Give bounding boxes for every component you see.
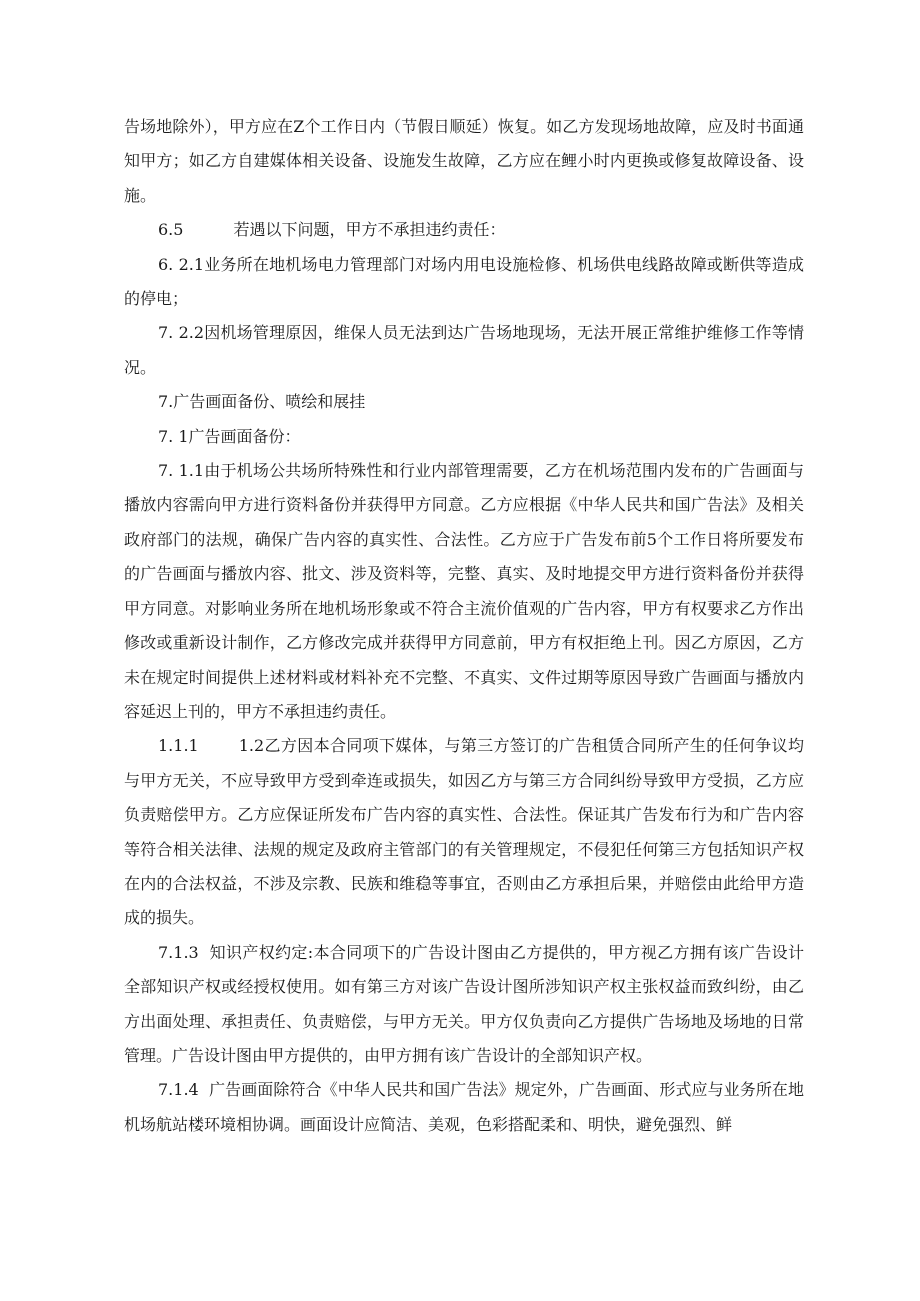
clause-number: 1.1.1 <box>158 736 199 756</box>
clause-6-5 <box>124 213 804 247</box>
document-body <box>124 110 804 1142</box>
paragraph-text: 告场地除外），甲方应在Z个工作日内（节假日顺延）恢复。如乙方发现场地故障，应及时书面通知甲方；如乙方自建媒体相关设备、设施发生故障，乙方应在鲤小时内更换或修复故障设备、设施。 <box>124 117 804 205</box>
clause-text: 6. 2.1业务所在地机场电力管理部门对场内用电设施检修、机场供电线路故障或断供等造成的停电； <box>124 254 804 309</box>
clause-number: 6.5 <box>158 220 184 240</box>
clause-text: 7. 2.2因机场管理原因，维保人员无法到达广告场地现场，无法开展正常维护维修工作等情况。 <box>124 323 804 377</box>
clause-text: 7. 1.1由于机场公共场所特殊性和行业内部管理需要，乙方在机场范围内发布的广告画面与播放内容需向甲方进行资料备份并获得甲方同意。乙方应根据《中华人民共和国广告法》及相关政府部门的法规，确保广告内容的真实性、合法性。乙方应于广告发布前5个工作日将所要发布的广告画面与播放内容、批文、涉及资料等，完整、真实、及时地提交甲方进行资料备份并获得甲方同意。对影响业务所在地机场形象或不符合主流价值观的广告内容，甲方有权要求乙方作出修改或重新设计制作，乙方修改完成并获得甲方同意前，甲方有权拒绝上刊。因乙方原因，乙方未在规定时间提供上述材料或材料补充不完整、不真实、文件过期等原因导致广告画面与播放内容延迟上刊的，甲方不承担违约责任。 <box>124 461 804 721</box>
clause-number: 7.1.3 <box>158 942 199 962</box>
clause-7-1-4 <box>124 1073 804 1142</box>
clause-text: 若遇以下问题，甲方不承担违约责任： <box>233 220 506 240</box>
clause-text: 7. 1广告画面备份： <box>158 426 301 446</box>
clause-7-1 <box>124 420 804 454</box>
clause-7-1-3 <box>124 936 804 1074</box>
section-heading-text: 7.广告画面备份、喷绘和展挂 <box>158 392 366 412</box>
clause-6-2-1 <box>124 248 804 317</box>
clause-text: 广告画面除符合《中华人民共和国广告法》规定外，广告画面、形式应与业务所在地机场航站楼环境相协调。画面设计应简洁、美观，色彩搭配柔和、明快，避免强烈、鲜 <box>124 1080 804 1134</box>
clause-7-2-2 <box>124 316 804 385</box>
section-heading-7 <box>124 385 804 419</box>
clause-1-1-1 <box>124 729 804 935</box>
paragraph-continuation <box>124 110 804 213</box>
clause-number: 7.1.4 <box>158 1080 199 1100</box>
clause-text: 1.2乙方因本合同项下媒体，与第三方签订的广告租赁合同所产生的任何争议均与甲方无关，不应导致甲方受到牵连或损失，如因乙方与第三方合同纠纷导致甲方受损，乙方应负责赔偿甲方。乙方应保证所发布广告内容的真实性、合法性。保证其广告发布行为和广告内容等符合相关法律、法规的规定及政府主管部门的有关管理规定，不侵犯任何第三方包括知识产权在内的合法权益，不涉及宗教、民族和维稳等事宜，否则由乙方承担后果，并赔偿由此给甲方造成的损失。 <box>124 736 804 928</box>
clause-text: 知识产权约定:本合同项下的广告设计图由乙方提供的，甲方视乙方拥有该广告设计全部知识产权或经授权使用。如有第三方对该广告设计图所涉知识产权主张权益而致纠纷，由乙方出面处理、承担责任、负责赔偿，与甲方无关。甲方仅负责向乙方提供广告场地及场地的日常管理。广告设计图由甲方提供的，由甲方拥有该广告设计的全部知识产权。 <box>124 942 804 1065</box>
clause-7-1-1 <box>124 454 804 729</box>
